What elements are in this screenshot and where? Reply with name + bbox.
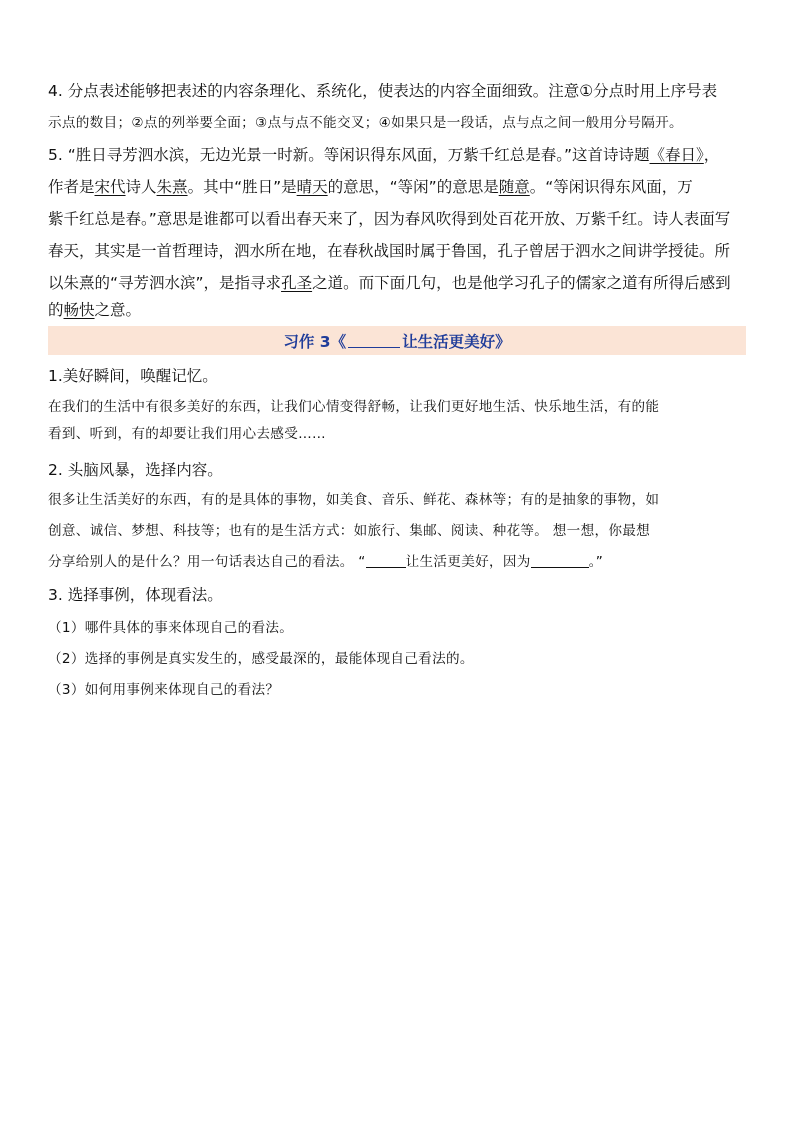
text: 之意。 (94, 301, 142, 319)
text: 分享给别人的是什么？用一句话表达自己的看法。 “ (48, 554, 366, 570)
point5-line2 (48, 177, 748, 197)
kongsheng-answer: 孔圣 (281, 274, 313, 292)
text: 。其中“胜日”是 (187, 178, 297, 196)
text: 让生活更美好，因为 (405, 554, 531, 570)
point5-l1-post: ， (703, 146, 720, 164)
text: 。“等闲识得东风面，万 (529, 178, 693, 196)
step3-item-3: （3）如何用事例来体现自己的看法？ (48, 682, 280, 698)
text: 之道。而下面几句，也是他学习孔子的儒家之道有所得后感到 (312, 274, 731, 292)
point5-line5 (48, 273, 748, 293)
point5-l1-pre: 5. “胜日寻芳泗水滨，无边光景一时新。等闲识得东风面，万紫千红总是春。”这首诗诗题 (48, 146, 650, 164)
title-blank (348, 333, 400, 348)
author-answer: 朱熹 (156, 178, 188, 196)
step2-line1: 很多让生活美好的东西，有的是具体的事物，如美食、音乐、鲜花、森林等；有的是抽象的事物，如 (48, 492, 660, 508)
step3-item-2: （2）选择的事例是真实发生的，感受最深的，最能体现自己看法的。 (48, 651, 474, 667)
point5-line1 (48, 145, 748, 165)
text: 以朱熹的“寻芳泗水滨”，是指寻求 (48, 274, 282, 292)
shengri-answer: 晴天 (296, 178, 328, 196)
text: 诗人 (125, 178, 157, 196)
text: 的 (48, 301, 64, 319)
point4-line1: 4. 分点表述能够把表述的内容条理化、系统化，使表达的内容全面细致。注意①分点时用上序号表 (48, 82, 718, 100)
text: 作者是 (48, 178, 95, 196)
changkuai-answer: 畅快 (63, 301, 95, 319)
step2-heading: 2. 头脑风暴，选择内容。 (48, 461, 223, 479)
point5-line3: 紫千红总是春。”意思是谁都可以看出春天来了，因为春风吹得到处百花开放、万紫千红。诗人表面写 (48, 210, 731, 228)
poem-title: 《春日》 (649, 146, 704, 164)
answer-blank-1 (366, 553, 406, 568)
step2-line3 (48, 552, 748, 572)
section-title-post: 让生活更美好》 (402, 332, 511, 351)
dynasty-answer: 宋代 (94, 178, 126, 196)
step1-line2: 看到、听到，有的却要让我们用心去感受…… (48, 426, 326, 442)
point5-line4: 春天，其实是一首哲理诗，泗水所在地，在春秋战国时属于鲁国，孔子曾居于泗水之间讲学授徒。所 (48, 242, 731, 260)
text: 。” (588, 554, 604, 570)
step3-heading: 3. 选择事例，体现看法。 (48, 586, 223, 604)
point4-line2: 示点的数目；②点的列举要全面；③点与点不能交叉；④如果只是一段话，点与点之间一般用分号隔开。 (48, 115, 683, 131)
step2-line2: 创意、诚信、梦想、科技等；也有的是生活方式：如旅行、集邮、阅读、种花等。 想一想，你最想 (48, 523, 651, 539)
point5-line6 (48, 300, 748, 320)
text: 的意思，“等闲”的意思是 (327, 178, 499, 196)
step3-item-1: （1）哪件具体的事来体现自己的看法。 (48, 620, 294, 636)
step1-line1: 在我们的生活中有很多美好的东西，让我们心情变得舒畅，让我们更好地生活、快乐地生活，有的能 (48, 399, 660, 415)
section-title-pre: 习作 3《 (283, 332, 347, 351)
step1-heading: 1.美好瞬间，唤醒记忆。 (48, 367, 218, 385)
section-title-bar (48, 326, 746, 355)
answer-blank-2 (531, 553, 589, 568)
dengxian-answer: 随意 (498, 178, 530, 196)
